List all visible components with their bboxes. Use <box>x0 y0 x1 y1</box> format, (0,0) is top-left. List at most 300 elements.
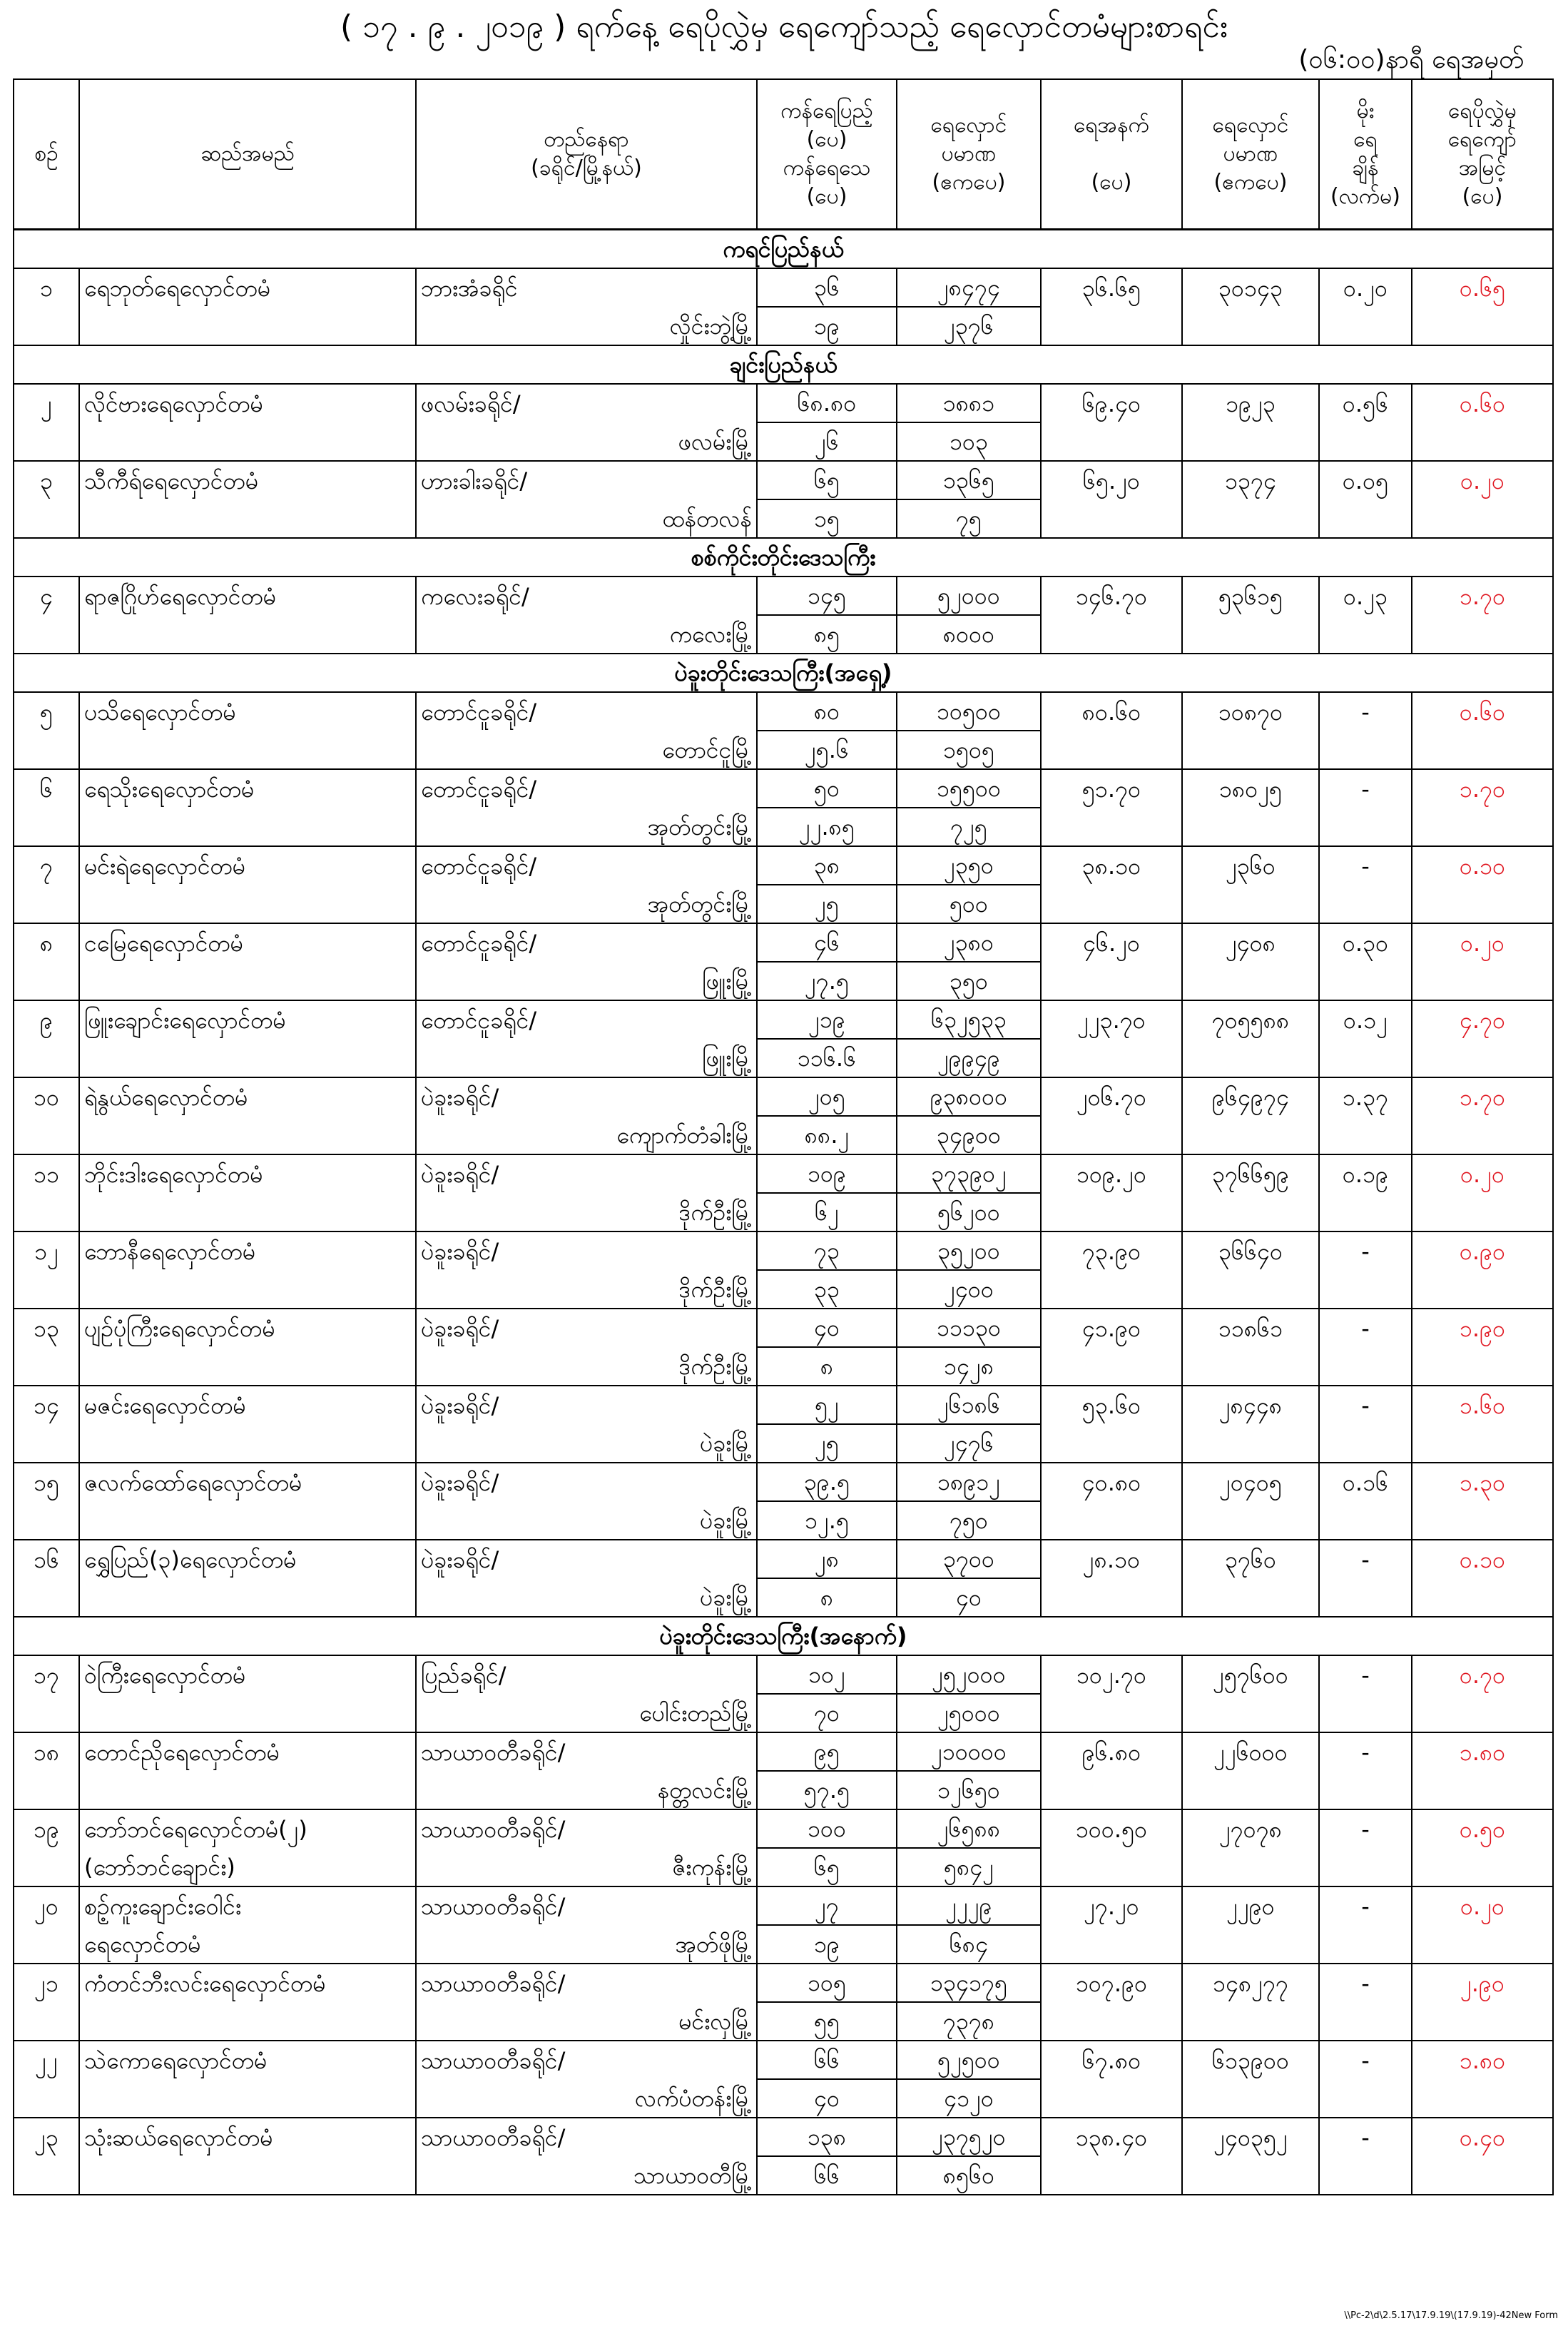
dam-row <box>14 1964 1553 2002</box>
dam-row <box>14 1000 1553 1039</box>
dam-row <box>14 461 1553 499</box>
blank-cell <box>1412 1694 1553 1732</box>
dam-row <box>14 2118 1553 2156</box>
dead-level: ၂၇.၅ <box>757 962 897 1000</box>
dam-township: ပဲခူးမြို့ <box>416 1424 757 1463</box>
blank-cell <box>14 499 79 538</box>
dam-name: ဘော်ဘင်ရေလှောင်တမံ(၂) <box>79 1809 416 1848</box>
dam-no: ၂၃ <box>14 2118 79 2156</box>
dam-no: ၈ <box>14 923 79 962</box>
dam-no: ၇ <box>14 846 79 885</box>
blank-cell <box>14 1925 79 1964</box>
dam-township: ကလေးမြို့ <box>416 615 757 654</box>
water-depth: ၃၆.၆၅ <box>1041 268 1182 307</box>
blank-cell <box>1182 1039 1319 1077</box>
dam-no: ၁၇ <box>14 1655 79 1694</box>
dead-storage: ၂၄၀၀ <box>897 1270 1041 1309</box>
dead-storage: ၇၅ <box>897 499 1041 538</box>
region-row <box>14 345 1553 384</box>
dam-township: ဖြူးမြို့ <box>416 962 757 1000</box>
dam-district: ဘားအံခရိုင် <box>416 268 757 307</box>
dam-name: သဲကောရေလှောင်တမံ <box>79 2041 416 2079</box>
blank-cell <box>14 422 79 461</box>
stored-volume: ၂၀၄၀၅ <box>1182 1463 1319 1501</box>
blank-cell <box>1412 1039 1553 1077</box>
region-row <box>14 654 1553 692</box>
dam-name: စဉ့်ကူးချောင်းဝေါင်း <box>79 1886 416 1925</box>
dam-name-cont <box>79 1694 416 1732</box>
blank-cell <box>1182 1848 1319 1886</box>
blank-cell <box>1182 1925 1319 1964</box>
dam-district: သာယာဝတီခရိုင်/ <box>416 1886 757 1925</box>
stored-volume: ၆၁၃၉၀၀ <box>1182 2041 1319 2079</box>
dam-name-cont: (ဘော်ဘင်ချောင်း) <box>79 1848 416 1886</box>
dead-level: ၆၆ <box>757 2156 897 2195</box>
dam-row-sub <box>14 1424 1553 1463</box>
blank-cell <box>1182 422 1319 461</box>
dead-level: ၈ <box>757 1347 897 1386</box>
dam-name-cont <box>79 1116 416 1154</box>
dam-row-sub <box>14 1578 1553 1617</box>
blank-cell <box>1319 1694 1412 1732</box>
blank-cell <box>1319 422 1412 461</box>
full-storage: ၃၇၃၉၀၂ <box>897 1154 1041 1193</box>
blank-cell <box>1412 731 1553 769</box>
water-depth: ၂၂၃.၇၀ <box>1041 1000 1182 1039</box>
dam-township: ပဲခူးမြို့ <box>416 1578 757 1617</box>
stored-volume: ၂၂၉၀ <box>1182 1886 1319 1925</box>
blank-cell <box>1182 885 1319 923</box>
dead-level: ၁၂.၅ <box>757 1501 897 1540</box>
full-level: ၂၁၉ <box>757 1000 897 1039</box>
dam-township: အုတ်ဖိုမြို့ <box>416 1925 757 1964</box>
dam-township: အုတ်တွင်းမြို့ <box>416 808 757 846</box>
dam-row-sub <box>14 1925 1553 1964</box>
header-location: တည်နေရာ (ခရိုင်/မြို့နယ်) <box>416 79 757 230</box>
dam-name-cont <box>79 1039 416 1077</box>
dam-name-cont <box>79 615 416 654</box>
dam-no: ၂၂ <box>14 2041 79 2079</box>
dam-name-cont <box>79 731 416 769</box>
blank-cell <box>1319 1116 1412 1154</box>
full-storage: ၃၇၀၀ <box>897 1540 1041 1578</box>
dam-district: ပြည်ခရိုင်/ <box>416 1655 757 1694</box>
full-storage: ၂၃၇၅၂၀ <box>897 2118 1041 2156</box>
blank-cell <box>1041 1347 1182 1386</box>
dam-township: ဒိုက်ဦးမြို့ <box>416 1347 757 1386</box>
blank-cell <box>1041 307 1182 345</box>
dam-row-sub <box>14 1039 1553 1077</box>
dam-district: ပဲခူးခရိုင်/ <box>416 1540 757 1578</box>
dam-row-sub <box>14 615 1553 654</box>
header-rainfall: မိုး ရေ ချိန် (လက်မ) <box>1319 79 1412 230</box>
blank-cell <box>14 1116 79 1154</box>
dead-storage: ၈၅၆၀ <box>897 2156 1041 2195</box>
spill-height: ၀.၅၀ <box>1412 1809 1553 1848</box>
dam-district: ကလေးခရိုင်/ <box>416 577 757 615</box>
dam-row <box>14 1154 1553 1193</box>
dam-row <box>14 268 1553 307</box>
water-depth: ၁၀၇.၉၀ <box>1041 1964 1182 2002</box>
full-storage: ၁၁၁၃၀ <box>897 1309 1041 1347</box>
dam-township: ပဲခူးမြို့ <box>416 1501 757 1540</box>
rainfall: - <box>1319 1231 1412 1270</box>
blank-cell <box>14 1771 79 1809</box>
dam-name-cont <box>79 1578 416 1617</box>
rainfall: - <box>1319 1540 1412 1578</box>
blank-cell <box>1041 1925 1182 1964</box>
blank-cell <box>1182 1694 1319 1732</box>
dam-row <box>14 384 1553 422</box>
dead-level: ၁၁၆.၆ <box>757 1039 897 1077</box>
stored-volume: ၅၃၆၁၅ <box>1182 577 1319 615</box>
blank-cell <box>1319 307 1412 345</box>
stored-volume: ၃၀၁၄၃ <box>1182 268 1319 307</box>
stored-volume: ၁၃၇၄ <box>1182 461 1319 499</box>
water-depth: ၁၄၆.၇၀ <box>1041 577 1182 615</box>
dam-row-sub <box>14 885 1553 923</box>
blank-cell <box>1412 885 1553 923</box>
dam-name-cont <box>79 1771 416 1809</box>
dead-level: ၅၇.၅ <box>757 1771 897 1809</box>
dam-name: ငမြေရေလှောင်တမံ <box>79 923 416 962</box>
dam-name: ဝဲကြီးရေလှောင်တမံ <box>79 1655 416 1694</box>
dam-township: ကျောက်တံခါးမြို့ <box>416 1116 757 1154</box>
blank-cell <box>1041 2079 1182 2118</box>
stored-volume: ၂၅၇၆၀၀ <box>1182 1655 1319 1694</box>
dam-row <box>14 1386 1553 1424</box>
full-storage: ၁၈၈၁ <box>897 384 1041 422</box>
dam-township: မင်းလှမြို့ <box>416 2002 757 2041</box>
full-level: ၅၂ <box>757 1386 897 1424</box>
dam-name-cont <box>79 885 416 923</box>
blank-cell <box>1319 1848 1412 1886</box>
blank-cell <box>14 615 79 654</box>
blank-cell <box>1182 731 1319 769</box>
stored-volume: ၂၇၀၇၈ <box>1182 1809 1319 1848</box>
rainfall: - <box>1319 2118 1412 2156</box>
dam-row-sub <box>14 1771 1553 1809</box>
dam-district: သာယာဝတီခရိုင်/ <box>416 2118 757 2156</box>
water-depth: ၂၇.၂၀ <box>1041 1886 1182 1925</box>
spill-height: ၀.၆၀ <box>1412 384 1553 422</box>
full-storage: ၆၃၂၅၃၃ <box>897 1000 1041 1039</box>
dead-storage: ၈၀၀၀ <box>897 615 1041 654</box>
dam-township: လှိုင်းဘွဲ့မြို့ <box>416 307 757 345</box>
stored-volume: ၁၀၈၇၀ <box>1182 692 1319 731</box>
dead-level: ၇၀ <box>757 1694 897 1732</box>
full-level: ၈၀ <box>757 692 897 731</box>
dam-name: ရေဘုတ်ရေလှောင်တမံ <box>79 268 416 307</box>
report-time: (၀၆:၀၀)နာရီ ရေအမှတ် <box>1298 45 1524 74</box>
dam-name-cont <box>79 1270 416 1309</box>
full-level: ၁၀၂ <box>757 1655 897 1694</box>
dead-storage: ၂၄၇၆ <box>897 1424 1041 1463</box>
region-row <box>14 230 1553 269</box>
dam-district: တောင်ငူခရိုင်/ <box>416 769 757 808</box>
dam-township: ထန်တလန် <box>416 499 757 538</box>
rainfall: ၀.၁၉ <box>1319 1154 1412 1193</box>
dead-level: ၅၅ <box>757 2002 897 2041</box>
water-depth: ၂၀၆.၇၀ <box>1041 1077 1182 1116</box>
dam-table <box>13 78 1554 2195</box>
dam-name: ရေသိုးရေလှောင်တမံ <box>79 769 416 808</box>
blank-cell <box>14 1424 79 1463</box>
rainfall: ၁.၃၇ <box>1319 1077 1412 1116</box>
dead-level: ၂၆ <box>757 422 897 461</box>
spill-height: ၀.၇၀ <box>1412 1655 1553 1694</box>
dam-district: သာယာဝတီခရိုင်/ <box>416 1964 757 2002</box>
dead-level: ၂၅ <box>757 885 897 923</box>
dam-name: ပျဉ်ပုံကြီးရေလှောင်တမံ <box>79 1309 416 1347</box>
dead-level: ၄၀ <box>757 2079 897 2118</box>
blank-cell <box>1041 1116 1182 1154</box>
spill-height: ၁.၈၀ <box>1412 1732 1553 1771</box>
blank-cell <box>1041 2156 1182 2195</box>
water-depth: ၈၀.၆၀ <box>1041 692 1182 731</box>
blank-cell <box>1412 422 1553 461</box>
blank-cell <box>1182 2079 1319 2118</box>
dam-name-cont <box>79 1501 416 1540</box>
dam-district: ပဲခူးခရိုင်/ <box>416 1309 757 1347</box>
spill-height: ၀.၂၀ <box>1412 1154 1553 1193</box>
spill-height: ၀.၂၀ <box>1412 1886 1553 1925</box>
dam-no: ၁၃ <box>14 1309 79 1347</box>
water-depth: ၄၁.၉၀ <box>1041 1309 1182 1347</box>
dead-storage: ၄၀ <box>897 1578 1041 1617</box>
dam-no: ၁၂ <box>14 1231 79 1270</box>
dam-row-sub <box>14 499 1553 538</box>
blank-cell <box>1041 731 1182 769</box>
blank-cell <box>1319 1925 1412 1964</box>
blank-cell <box>1319 1270 1412 1309</box>
dam-name-cont <box>79 808 416 846</box>
stored-volume: ၂၈၄၄၈ <box>1182 1386 1319 1424</box>
dead-storage: ၄၁၂၀ <box>897 2079 1041 2118</box>
blank-cell <box>1182 1424 1319 1463</box>
dam-township: နတ္တလင်းမြို့ <box>416 1771 757 1809</box>
dam-row-sub <box>14 307 1553 345</box>
full-storage: ၁၅၅၀၀ <box>897 769 1041 808</box>
dam-no: ၁၄ <box>14 1386 79 1424</box>
dam-no: ၁၈ <box>14 1732 79 1771</box>
blank-cell <box>1182 1193 1319 1231</box>
blank-cell <box>1319 615 1412 654</box>
full-level: ၇၃ <box>757 1231 897 1270</box>
spill-height: ၁.၃၀ <box>1412 1463 1553 1501</box>
dam-name: ဘောနီရေလှောင်တမံ <box>79 1231 416 1270</box>
spill-height: ၀.၁၀ <box>1412 846 1553 885</box>
dam-township: သာယာဝတီမြို့ <box>416 2156 757 2195</box>
dead-level: ၈၅ <box>757 615 897 654</box>
blank-cell <box>1412 1925 1553 1964</box>
full-storage: ၂၁၀၀၀၀ <box>897 1732 1041 1771</box>
blank-cell <box>1412 2156 1553 2195</box>
dam-no: ၂၁ <box>14 1964 79 2002</box>
dam-row <box>14 1540 1553 1578</box>
dam-no: ၉ <box>14 1000 79 1039</box>
blank-cell <box>1041 422 1182 461</box>
blank-cell <box>1041 1771 1182 1809</box>
water-depth: ၅၁.၇၀ <box>1041 769 1182 808</box>
full-level: ၉၅ <box>757 1732 897 1771</box>
dam-district: သာယာဝတီခရိုင်/ <box>416 1809 757 1848</box>
dam-township: အုတ်တွင်းမြို့ <box>416 885 757 923</box>
dam-name-cont <box>79 1424 416 1463</box>
rainfall: - <box>1319 1655 1412 1694</box>
dam-row <box>14 1886 1553 1925</box>
blank-cell <box>1412 499 1553 538</box>
dam-township: ဒိုက်ဦးမြို့ <box>416 1270 757 1309</box>
region-label: ကရင်ပြည်နယ် <box>14 230 1553 269</box>
blank-cell <box>1182 962 1319 1000</box>
dead-storage: ၅၀၀ <box>897 885 1041 923</box>
dead-level: ၆၂ <box>757 1193 897 1231</box>
dam-row <box>14 692 1553 731</box>
blank-cell <box>14 731 79 769</box>
dam-township: ဖြူးမြို့ <box>416 1039 757 1077</box>
dam-name: သုံးဆယ်ရေလှောင်တမံ <box>79 2118 416 2156</box>
stored-volume: ၂၂၆၀၀၀ <box>1182 1732 1319 1771</box>
dam-no: ၁၉ <box>14 1809 79 1848</box>
dam-no: ၂ <box>14 384 79 422</box>
dam-row <box>14 1309 1553 1347</box>
full-level: ၅၀ <box>757 769 897 808</box>
rainfall: ၀.၀၅ <box>1319 461 1412 499</box>
blank-cell <box>1412 808 1553 846</box>
full-level: ၂၈ <box>757 1540 897 1578</box>
dam-district: ဟားခါးခရိုင်/ <box>416 461 757 499</box>
dam-row-sub <box>14 962 1553 1000</box>
stored-volume: ၂၃၆၀ <box>1182 846 1319 885</box>
blank-cell <box>1412 1771 1553 1809</box>
full-level: ၆၆ <box>757 2041 897 2079</box>
dam-name: မဇင်းရေလှောင်တမံ <box>79 1386 416 1424</box>
dead-storage: ၂၃၇၆ <box>897 307 1041 345</box>
blank-cell <box>1041 885 1182 923</box>
stored-volume: ၃၇၆၆၅၉ <box>1182 1154 1319 1193</box>
full-storage: ၅၂၀၀၀ <box>897 577 1041 615</box>
blank-cell <box>14 1347 79 1386</box>
rainfall: ၀.၃၀ <box>1319 923 1412 962</box>
dam-name-cont <box>79 2079 416 2118</box>
blank-cell <box>1182 1347 1319 1386</box>
dam-township: လက်ပံတန်းမြို့ <box>416 2079 757 2118</box>
blank-cell <box>1412 1270 1553 1309</box>
full-level: ၁၀၉ <box>757 1154 897 1193</box>
blank-cell <box>1319 962 1412 1000</box>
dead-storage: ၁၂၆၅၀ <box>897 1771 1041 1809</box>
dam-row <box>14 1231 1553 1270</box>
dead-storage: ၆၈၄ <box>897 1925 1041 1964</box>
dam-district: ပဲခူးခရိုင်/ <box>416 1077 757 1116</box>
blank-cell <box>1041 808 1182 846</box>
full-level: ၁၃၈ <box>757 2118 897 2156</box>
blank-cell <box>1041 962 1182 1000</box>
dam-row <box>14 923 1553 962</box>
blank-cell <box>1182 2156 1319 2195</box>
dam-name: ဘိုင်းဒါးရေလှောင်တမံ <box>79 1154 416 1193</box>
full-storage: ၂၂၂၉ <box>897 1886 1041 1925</box>
blank-cell <box>1319 1347 1412 1386</box>
dead-storage: ၁၀၃ <box>897 422 1041 461</box>
blank-cell <box>1041 1501 1182 1540</box>
blank-cell <box>1182 615 1319 654</box>
full-storage: ၂၃၅၀ <box>897 846 1041 885</box>
region-label: ချင်းပြည်နယ် <box>14 345 1553 384</box>
blank-cell <box>14 2079 79 2118</box>
rainfall: - <box>1319 769 1412 808</box>
blank-cell <box>1412 1193 1553 1231</box>
spill-height: ၀.၂၀ <box>1412 923 1553 962</box>
stored-volume: ၂၄၀၈ <box>1182 923 1319 962</box>
water-depth: ၂၈.၁၀ <box>1041 1540 1182 1578</box>
dam-name: ဇလက်ထော်ရေလှောင်တမံ <box>79 1463 416 1501</box>
dead-storage: ၇၅၀ <box>897 1501 1041 1540</box>
dam-district: ပဲခူးခရိုင်/ <box>416 1154 757 1193</box>
rainfall: - <box>1319 1309 1412 1347</box>
header-spill: ရေပိုလွှဲမှ ရေကျော် အမြင့် (ပေ) <box>1412 79 1553 230</box>
rainfall: - <box>1319 1386 1412 1424</box>
blank-cell <box>14 307 79 345</box>
stored-volume: ၉၆၄၉၇၄ <box>1182 1077 1319 1116</box>
blank-cell <box>1412 962 1553 1000</box>
region-row <box>14 1617 1553 1655</box>
spill-height: ၁.၈၀ <box>1412 2041 1553 2079</box>
dam-no: ၁ <box>14 268 79 307</box>
blank-cell <box>1319 808 1412 846</box>
blank-cell <box>1319 885 1412 923</box>
dam-name: သီကီရ်ရေလှောင်တမံ <box>79 461 416 499</box>
full-level: ၆၅ <box>757 461 897 499</box>
blank-cell <box>1041 1578 1182 1617</box>
water-depth: ၁၀၂.၇၀ <box>1041 1655 1182 1694</box>
blank-cell <box>1182 1578 1319 1617</box>
dead-storage: ၃၅၀ <box>897 962 1041 1000</box>
dead-level: ၃၃ <box>757 1270 897 1309</box>
dam-name: မင်းရဲရေလှောင်တမံ <box>79 846 416 885</box>
blank-cell <box>1319 1039 1412 1077</box>
blank-cell <box>1182 499 1319 538</box>
spill-height: ၂.၉၀ <box>1412 1964 1553 2002</box>
dam-row-sub <box>14 1193 1553 1231</box>
dam-row-sub <box>14 1116 1553 1154</box>
dam-name-cont <box>79 1347 416 1386</box>
dam-no: ၃ <box>14 461 79 499</box>
blank-cell <box>1319 1193 1412 1231</box>
dam-no: ၁၁ <box>14 1154 79 1193</box>
dead-storage: ၂၅၀၀၀ <box>897 1694 1041 1732</box>
full-level: ၃၉.၅ <box>757 1463 897 1501</box>
blank-cell <box>14 885 79 923</box>
dam-district: သာယာဝတီခရိုင်/ <box>416 2041 757 2079</box>
dam-name-cont <box>79 962 416 1000</box>
dam-row <box>14 769 1553 808</box>
rainfall: - <box>1319 2041 1412 2079</box>
full-storage: ၂၈၄၇၄ <box>897 268 1041 307</box>
stored-volume: ၃၇၆၀ <box>1182 1540 1319 1578</box>
blank-cell <box>1182 808 1319 846</box>
header-storage: ရေလှောင် ပမာဏ (ဧကပေ) <box>897 79 1041 230</box>
full-level: ၁၀၀ <box>757 1809 897 1848</box>
blank-cell <box>1319 1424 1412 1463</box>
dam-row-sub <box>14 2156 1553 2195</box>
blank-cell <box>1412 1578 1553 1617</box>
dam-name: ရဲနွယ်ရေလှောင်တမံ <box>79 1077 416 1116</box>
spill-height: ၁.၇၀ <box>1412 577 1553 615</box>
dam-name: ကံတင်ဘီးလင်းရေလှောင်တမံ <box>79 1964 416 2002</box>
full-level: ၃၈ <box>757 846 897 885</box>
